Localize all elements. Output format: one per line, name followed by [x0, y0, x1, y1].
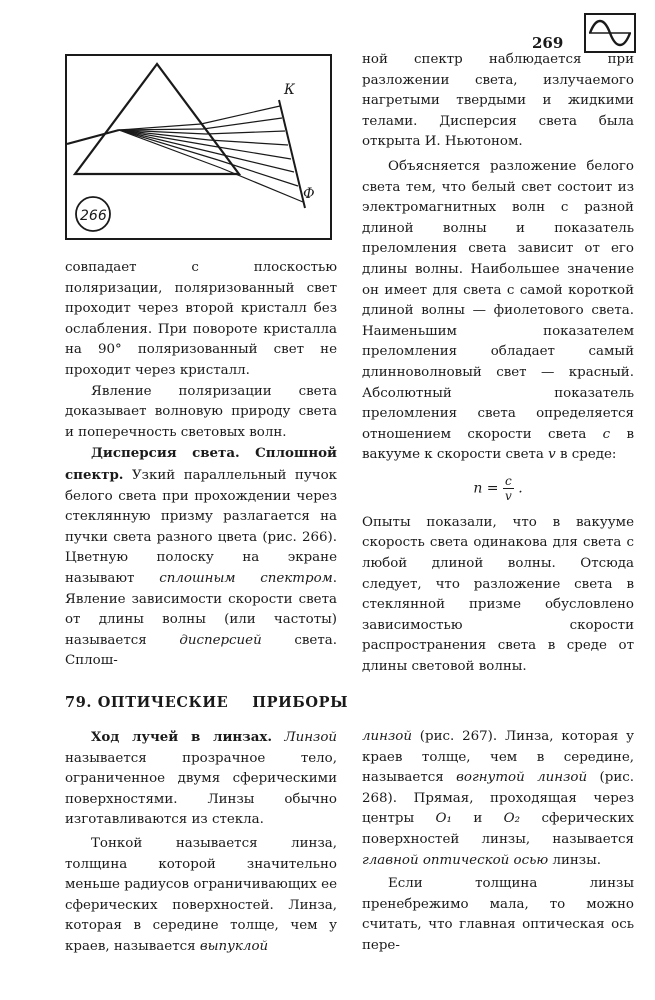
text-run: и: [451, 811, 504, 827]
variable-v: v: [548, 447, 556, 463]
paragraph: [362, 727, 634, 871]
text-run: Объясняется разложение белого света тем, что белый свет состоит из электромагнитных волн с разной длиной волны и показатель преломления света зависит от его длины волны. Наибольшее значение он имеет для света с самой короткой длиной волны — фиолетового света. Наименьшим показателем преломления обладает самый длинноволновый свет — красный. Абсолютный показатель преломления света определяется отношением скорости света: [362, 158, 634, 442]
variable-c: c: [602, 426, 611, 442]
text-run: в среде:: [555, 447, 617, 463]
left-column-bottom: [65, 727, 337, 958]
paragraph: [362, 157, 634, 466]
paragraph-lenses: [65, 727, 337, 831]
text-run: света. Сплош-: [65, 632, 337, 669]
formula-denominator: v: [504, 488, 512, 503]
paragraph: Если толщина линзы пренебрежимо мала, то можно считать, что главная оптическая ось пере-: [362, 876, 634, 953]
sine-wave-icon: [586, 15, 634, 51]
paragraph-dispersion: [65, 443, 337, 672]
page-number: 269: [532, 34, 564, 52]
formula-numerator: c: [503, 474, 514, 489]
text-run: . Явление зависимости скорости света от длины волны (или частоты) называется: [65, 570, 337, 648]
prism-diagram: [67, 56, 330, 238]
left-column-top: [65, 258, 337, 672]
paragraph: совпадает с плоскостью поляризации, поляризованный свет проходит через второй кристалл без ослабления. При повороте кристалла на 90° поляризованный свет не проходит через кристалл.: [65, 260, 337, 378]
section-title-word: ОПТИЧЕСКИЕ: [97, 694, 229, 711]
figure-number: 266: [80, 208, 107, 224]
space: [272, 730, 284, 745]
section-title-word: ПРИБОРЫ: [252, 694, 349, 711]
text-run: Тонкой называется линза, толщина которой значительно меньше радиусов ограничивающих ее сферических поверхностей. Линза, которая в середине толще, чем у краев, называется: [65, 835, 337, 954]
term: сплошным спектром: [159, 570, 333, 586]
text-run: Узкий параллельный пучок белого света при прохождении через стеклянную призму разлагается на пучки света разного цвета (рис. 266). Цветную полоску на экране называют: [65, 467, 337, 586]
term: дисперсией: [179, 632, 262, 648]
section-number: 79.: [65, 694, 93, 711]
formula-lhs: n =: [473, 480, 503, 497]
center-o1: O₁: [435, 811, 452, 827]
paragraph: [65, 834, 337, 958]
text-run: называется прозрачное тело, ограниченное двумя сферическими поверхностями. Линзы обычно изготавливаются из стекла.: [65, 750, 337, 828]
subheading: Дисперсия света. Сплошной спектр.: [65, 445, 337, 483]
formula-end: .: [513, 480, 523, 497]
term: вогнутой линзой: [456, 770, 588, 786]
text-run: линзы.: [548, 852, 602, 868]
center-o2: O₂: [503, 811, 521, 827]
term: линзой: [362, 729, 412, 744]
refraction-formula: [362, 474, 634, 503]
text-run: в вакууме к скорости света: [362, 426, 635, 463]
paragraph: Явление поляризации света доказывает волновую природу света и поперечность световых волн.: [65, 383, 337, 440]
paragraph: ной спектр наблюдается при разложении света, излучаемого нагретыми твердыми и жидкими телами. Дисперсия света была открыта И. Ньютоном.: [362, 52, 634, 150]
text-run: (рис. 267). Линза, которая у краев толще, чем в середине, называется: [362, 729, 634, 786]
subheading: Ход лучей в линзах.: [91, 729, 273, 745]
term: выпуклой: [199, 938, 269, 954]
formula-fraction: [503, 474, 514, 503]
right-column-bottom: [362, 727, 634, 957]
term: Линзой: [284, 730, 337, 745]
text-run: (рис. 268). Прямая, проходящая через центры: [362, 770, 634, 827]
section-heading: [65, 694, 348, 711]
section-marker-icon: [584, 13, 636, 53]
right-column-top: [362, 50, 634, 678]
text-run: сферических поверхностей линзы, называется: [362, 811, 634, 847]
prism-dispersion-figure: [65, 54, 332, 240]
screen-label-f: Ф: [303, 186, 315, 202]
paragraph: Опыты показали, что в вакууме скорость света одинакова для света с любой длиной волны. Отсюда следует, что разложение света в стеклянной призме обусловлено зависимостью скорости распространения света в среде от длины световой волны.: [362, 514, 634, 675]
screen-label-k: К: [284, 82, 295, 98]
term: главной оптической осью: [362, 852, 549, 868]
